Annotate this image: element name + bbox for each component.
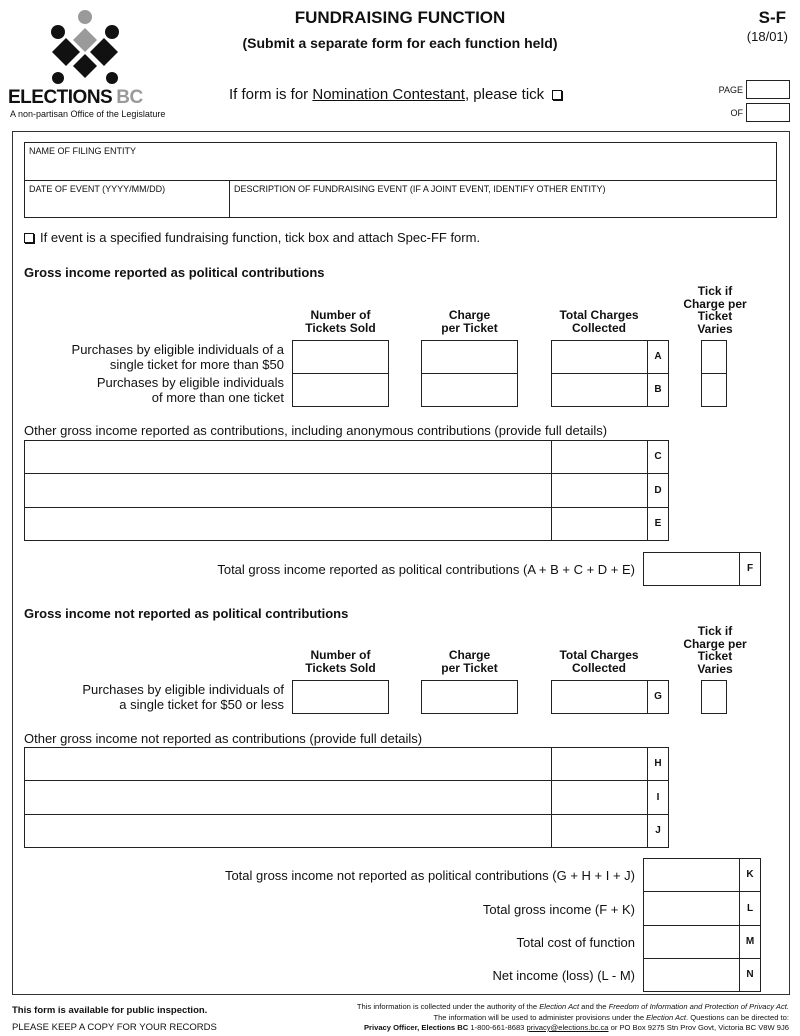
- filing-entity-field[interactable]: [25, 158, 776, 179]
- form-title: FUNDRAISING FUNCTION: [294, 8, 506, 27]
- specified-function-text: If event is a specified fundraising function, tick box and attach Spec-FF form.: [40, 230, 481, 245]
- row-b-varies-checkbox[interactable]: [701, 373, 727, 407]
- not-reported-other-label: Other gross income not reported as contributions (provide full details): [24, 731, 423, 746]
- row-c-amount-field[interactable]: [551, 440, 669, 474]
- row-j-amount-field[interactable]: [551, 814, 669, 848]
- row-e-detail-field[interactable]: [24, 507, 552, 541]
- footer-public-notice: This form is available for public inspection.: [12, 1005, 208, 1016]
- specified-function-line: [24, 230, 480, 245]
- entity-divider: [24, 180, 777, 181]
- letter-a: A: [647, 341, 668, 373]
- row-h-amount-field[interactable]: [551, 747, 669, 781]
- footer-info-line-1: This information is collected under the authority of the Election Act and the Freedom of Information and Protection of Privacy Act.: [356, 1002, 789, 1011]
- row-i-detail-field[interactable]: [24, 780, 552, 815]
- reported-section-title: Gross income reported as political contributions: [24, 265, 325, 280]
- row-g-charge-field[interactable]: [421, 680, 518, 714]
- total-f-label: Total gross income reported as political contributions (A + B + C + D + E): [217, 562, 635, 577]
- not-reported-section-title: Gross income not reported as political contributions: [24, 606, 349, 621]
- page-number-field[interactable]: [746, 80, 790, 99]
- reported-col-total-header: Total Charges Collected: [559, 308, 639, 335]
- row-d-amount-field[interactable]: [551, 473, 669, 508]
- reported-other-label: Other gross income reported as contributions, including anonymous contributions (provide full details): [24, 423, 608, 438]
- of-label: OF: [730, 108, 743, 118]
- letter-j: J: [647, 815, 668, 847]
- row-a-tickets-field[interactable]: [292, 340, 389, 374]
- letter-m: M: [739, 926, 760, 958]
- elections-bc-logo-mark: [44, 8, 126, 88]
- letter-i: I: [647, 781, 668, 814]
- row-a-label: Purchases by eligible individuals of a single ticket for more than $50: [71, 342, 284, 372]
- row-i-amount-field[interactable]: [551, 780, 669, 815]
- row-a-total-field[interactable]: [551, 340, 669, 374]
- event-description-field[interactable]: [230, 196, 776, 217]
- nomination-suffix: , please tick: [464, 86, 545, 103]
- letter-l: L: [739, 892, 760, 925]
- row-d-detail-field[interactable]: [24, 473, 552, 508]
- row-g-tickets-field[interactable]: [292, 680, 389, 714]
- filing-entity-label: NAME OF FILING ENTITY: [29, 146, 137, 156]
- letter-c: C: [647, 441, 668, 473]
- row-b-tickets-field[interactable]: [292, 373, 389, 407]
- total-k-field[interactable]: [643, 858, 761, 892]
- not-reported-col-total-header: Total Charges Collected: [559, 648, 639, 675]
- not-reported-col-varies-header: Tick if Charge per Ticket Varies: [683, 624, 747, 676]
- letter-b: B: [647, 374, 668, 406]
- footer-info-line-2: The information will be used to administer provisions under the Election Act. Questions can be directed to:: [433, 1012, 789, 1022]
- page-label: PAGE: [718, 85, 743, 95]
- footer-info-line-3: Privacy Officer, Elections BC 1-800-661-8683 privacy@elections.bc.ca or PO Box 9275 Stn Prov Govt, Victoria BC V8W 9J6: [363, 1023, 789, 1032]
- row-a-varies-checkbox[interactable]: [701, 340, 727, 374]
- nomination-contestant-checkbox[interactable]: [552, 90, 562, 100]
- total-m-field[interactable]: [643, 925, 761, 959]
- logo-brand-suffix: BC: [116, 87, 143, 108]
- footer-keep-copy: PLEASE KEEP A COPY FOR YOUR RECORDS: [12, 1022, 217, 1033]
- form-code: S-F: [758, 8, 786, 27]
- letter-d: D: [647, 474, 668, 507]
- nomination-link: Nomination Contestant: [312, 86, 465, 103]
- event-description-label: DESCRIPTION OF FUNDRAISING EVENT (IF A JOINT EVENT, IDENTIFY OTHER ENTITY): [234, 184, 606, 194]
- letter-g: G: [647, 681, 668, 713]
- reported-col-charge-header: Charge per Ticket: [441, 308, 498, 335]
- letter-h: H: [647, 748, 668, 780]
- letter-k: K: [739, 859, 760, 891]
- not-reported-col-charge-header: Charge per Ticket: [441, 648, 498, 675]
- specified-function-checkbox[interactable]: [24, 233, 34, 243]
- event-date-label: DATE OF EVENT (YYYY/MM/DD): [29, 184, 166, 194]
- privacy-email-link[interactable]: privacy@elections.bc.ca: [526, 1023, 609, 1032]
- total-k-label: Total gross income not reported as political contributions (G + H + I + J): [224, 868, 635, 883]
- letter-e: E: [647, 508, 668, 540]
- reported-col-tickets-header: Number of Tickets Sold: [305, 308, 376, 335]
- row-b-total-field[interactable]: [551, 373, 669, 407]
- row-g-label: Purchases by eligible individuals of a single ticket for $50 or less: [82, 682, 284, 712]
- row-j-detail-field[interactable]: [24, 814, 552, 848]
- logo-tagline: A non-partisan Office of the Legislature: [10, 109, 166, 119]
- row-c-detail-field[interactable]: [24, 440, 552, 474]
- form-subtitle: (Submit a separate form for each function held): [242, 35, 558, 51]
- not-reported-col-tickets-header: Number of Tickets Sold: [305, 648, 376, 675]
- total-l-field[interactable]: [643, 891, 761, 926]
- row-g-total-field[interactable]: [551, 680, 669, 714]
- event-date-field[interactable]: [25, 196, 228, 217]
- total-m-label: Total cost of function: [516, 935, 635, 950]
- reported-col-varies-header: Tick if Charge per Ticket Varies: [683, 284, 747, 336]
- row-a-charge-field[interactable]: [421, 340, 518, 374]
- total-f-field[interactable]: [643, 552, 761, 586]
- page-total-field[interactable]: [746, 103, 790, 122]
- total-l-label: Total gross income (F + K): [482, 902, 635, 917]
- logo-wordmark: [8, 88, 143, 108]
- letter-f: F: [739, 553, 760, 585]
- logo-brand: ELECTIONS: [8, 87, 113, 108]
- row-h-detail-field[interactable]: [24, 747, 552, 781]
- nomination-prefix: If form is for: [229, 86, 309, 103]
- letter-n: N: [739, 959, 760, 991]
- total-n-field[interactable]: [643, 958, 761, 992]
- row-e-amount-field[interactable]: [551, 507, 669, 541]
- form-version: (18/01): [746, 29, 788, 44]
- row-b-label: Purchases by eligible individuals of more than one ticket: [96, 375, 284, 405]
- nomination-contestant-line: [229, 86, 562, 103]
- row-b-charge-field[interactable]: [421, 373, 518, 407]
- total-n-label: Net income (loss) (L - M): [492, 968, 635, 983]
- row-g-varies-checkbox[interactable]: [701, 680, 727, 714]
- footer-privacy-notice: [289, 1002, 789, 1034]
